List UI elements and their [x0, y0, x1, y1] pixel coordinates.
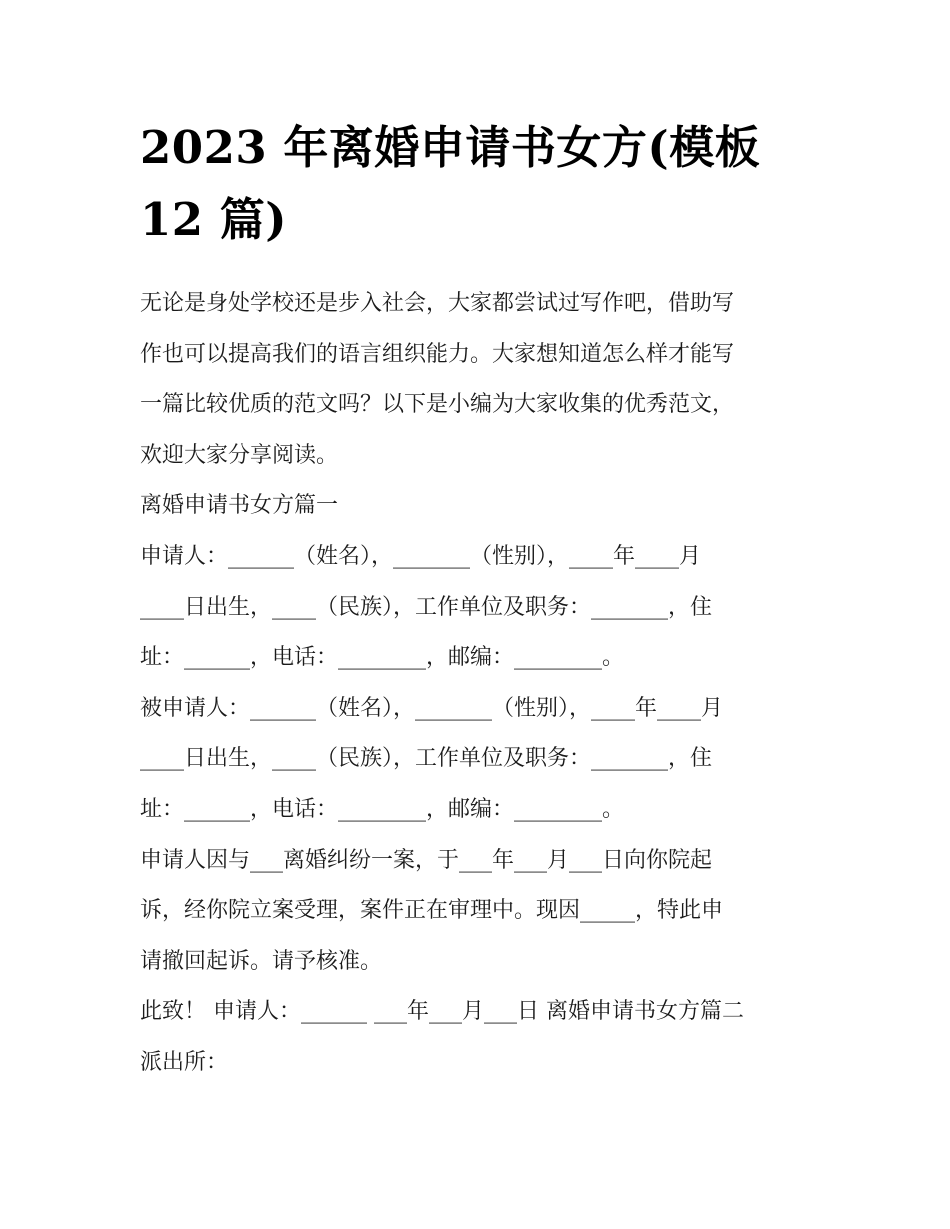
title-line-1: 2023 年离婚申请书女方(模板 — [140, 121, 761, 174]
intro-line-4: 欢迎大家分享阅读。 — [140, 442, 339, 468]
intro-line-2: 作也可以提高我们的语言组织能力。大家想知道怎么样才能写 — [140, 341, 735, 367]
case-line-2: 诉，经你院立案受理，案件正在审理中。现因_____，特此申 — [140, 898, 724, 924]
document-page — [140, 112, 812, 1089]
respondent-line-3: 址：______，电话：________，邮编：________。 — [140, 796, 625, 822]
respondent-line-1: 被申请人：______（姓名），_______（性别），____年____月 — [140, 695, 724, 721]
document-title — [140, 112, 812, 256]
applicant-line-2: ____日出生，____（民族），工作单位及职务：_______，住 — [140, 594, 713, 620]
case-line-3: 请撤回起诉。请予核准。 — [140, 948, 383, 974]
respondent-line-2: ____日出生，____（民族），工作单位及职务：_______，住 — [140, 746, 713, 772]
section-heading-1: 离婚申请书女方篇一 — [140, 493, 339, 519]
document-body — [140, 279, 812, 1089]
addressee-line: 派出所： — [140, 1049, 229, 1075]
intro-line-1: 无论是身处学校还是步入社会，大家都尝试过写作吧，借助写 — [140, 291, 735, 316]
intro-line-3: 一篇比较优质的范文吗？以下是小编为大家收集的优秀范文， — [140, 392, 735, 418]
case-line-1: 申请人因与___离婚纠纷一案，于___年___月___日向你院起 — [140, 847, 713, 873]
title-line-2: 12 篇) — [140, 193, 288, 246]
closing-line: 此致！ 申请人：______ ___年___月___日 离婚申请书女方篇二 — [140, 999, 744, 1025]
applicant-line-3: 址：______，电话：________，邮编：________。 — [140, 645, 625, 671]
applicant-line-1: 申请人：______（姓名），_______（性别），____年____月 — [140, 543, 702, 569]
